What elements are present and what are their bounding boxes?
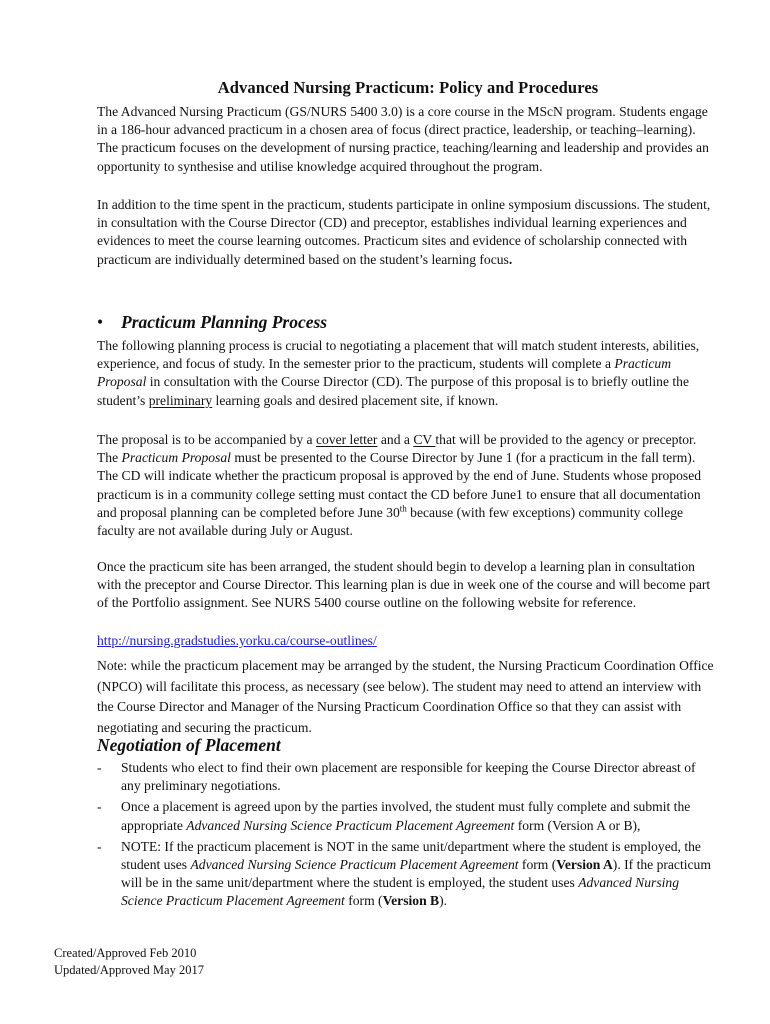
footer-dates	[54, 945, 204, 979]
section-heading-negotiation: Negotiation of Placement	[97, 735, 281, 755]
negotiation-list	[97, 759, 717, 914]
list-item: - Once a placement is agreed upon by the parties involved, the student must fully complete and submit the appropriate Advanced Nursing Science Practicum Placement Agreement form (Version A or B),	[97, 799, 691, 833]
planning-paragraph-1: The following planning process is crucial to negotiating a placement that will match student interests, abilities, experience, and focus of study. In the semester prior to the practicum, students will complete a Practicum Proposal in consultation with the Course Director (CD). The purpose of this proposal is to briefly outline the student’s preliminary learning goals and desired placement site, if known.	[97, 338, 700, 408]
npco-note: Note: while the practicum placement may be arranged by the student, the Nursing Practicum Coordination Office (NPCO) will facilitate this process, as necessary (see below). The student may need to attend an interview with the Course Director and Manager of the Nursing Practicum Coordination Office so that they can assist with negotiating and securing the practicum.	[97, 658, 714, 735]
course-outlines-link[interactable]: http://nursing.gradstudies.yorku.ca/course-outlines/	[97, 633, 377, 648]
section-heading-practicum-planning: • Practicum Planning Process	[97, 312, 328, 332]
planning-paragraph-2: The proposal is to be accompanied by a cover letter and a CV that will be provided to the agency or preceptor. The Practicum Proposal must be presented to the Course Director by June 1 (for a practicum in the fall term). The CD will indicate whether the practicum proposal is approved by the end of June. Students whose proposed practicum is in a community college setting must contact the CD before June1 to ensure that all documentation and proposal planning can be completed before June 30th because (with few exceptions) community college faculty are not available during July or August.	[97, 432, 702, 539]
page-title: Advanced Nursing Practicum: Policy and Procedures	[217, 78, 599, 97]
list-item: - NOTE: If the practicum placement is NOT in the same unit/department where the student is employed, the student uses Advanced Nursing Science Practicum Placement Agreement form (Version A). If the practicum will be in the same unit/department where the student is employed, the student uses Advanced Nursing Science Practicum Placement Agreement form (Version B).	[97, 838, 711, 909]
intro-paragraph-2: In addition to the time spent in the practicum, students participate in online symposium discussions. The student, in consultation with the Course Director (CD) and preceptor, establishes individual learning experiences and evidences to meet the course learning outcomes. Practicum sites and evidence of scholarship connected with practicum are individually determined based on the student’s learning focus.	[97, 197, 711, 267]
created-date: Created/Approved Feb 2010	[54, 946, 197, 960]
list-item: - Students who elect to find their own placement are responsible for keeping the Course Director abreast of any preliminary negotiations.	[97, 760, 696, 794]
bullet-icon: •	[97, 312, 104, 332]
planning-paragraph-3: Once the practicum site has been arranged, the student should begin to develop a learning plan in consultation with the preceptor and Course Director. This learning plan is due in week one of the course and will become part of the Portfolio assignment. See NURS 5400 course outline on the following website for reference.	[97, 559, 711, 611]
intro-paragraph-1: The Advanced Nursing Practicum (GS/NURS 5400 3.0) is a core course in the MScN program. Students engage in a 186-hour advanced practicum in a chosen area of focus (direct practice, leadership, or teaching–learning). The practicum focuses on the development of nursing practice, teaching/learning and leadership and provides an opportunity to synthesise and utilise knowledge acquired throughout the program.	[97, 104, 709, 174]
updated-date: Updated/Approved May 2017	[54, 963, 204, 977]
